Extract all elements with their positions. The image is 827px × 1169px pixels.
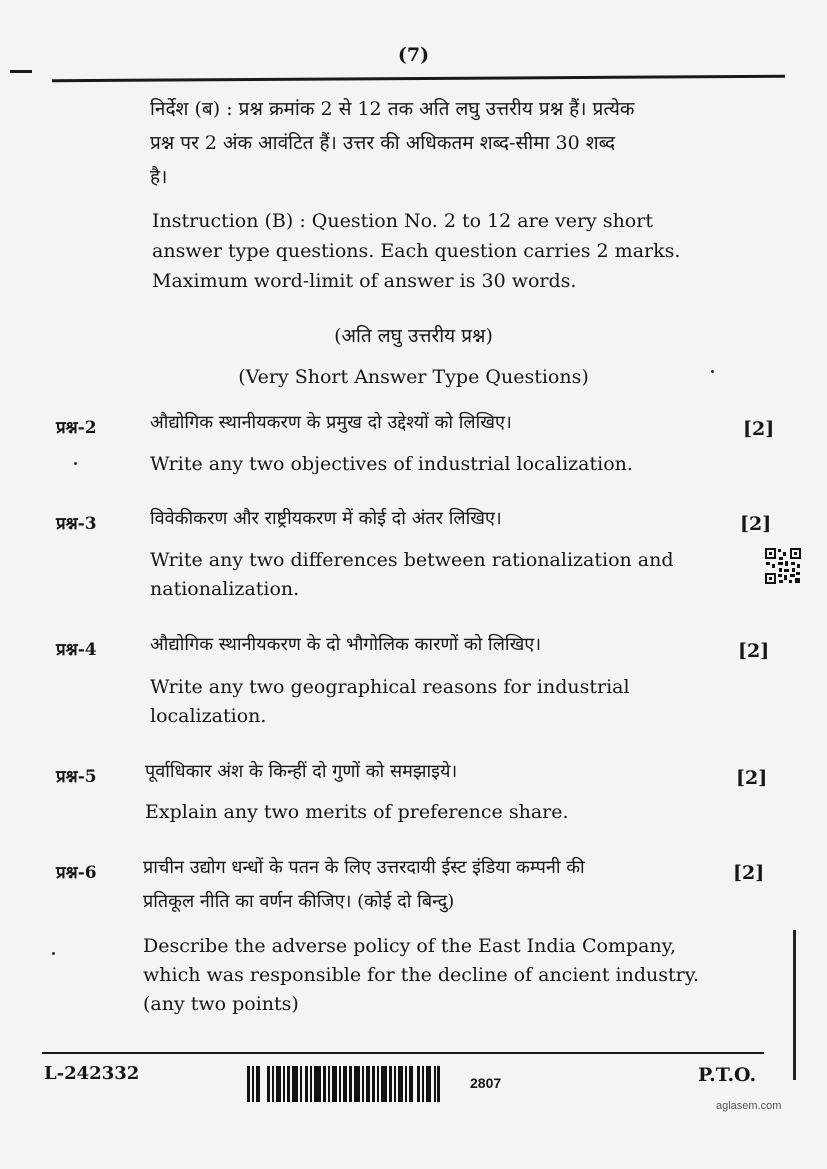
instruction-hindi <box>150 92 690 194</box>
question-hindi-line: औद्योगिक स्थानीयकरण के दो भौगोलिक कारणों को लिखिए। <box>150 634 542 655</box>
question-marks: [2] <box>743 418 775 440</box>
top-rule <box>52 75 785 82</box>
speck <box>52 952 55 955</box>
question-hindi <box>150 502 710 536</box>
question-label: प्रश्न-4 <box>56 640 97 660</box>
speck <box>74 462 77 465</box>
question-hindi <box>145 755 705 789</box>
question-english <box>150 673 710 731</box>
question-english-line: Write any two geographical reasons for industrial <box>150 676 630 698</box>
question-english <box>143 932 703 1019</box>
page-number: (7) <box>397 44 430 66</box>
question-english-line: nationalization. <box>150 578 300 600</box>
bottom-rule <box>42 1052 764 1054</box>
margin-dash <box>10 70 32 73</box>
qr-code-icon <box>764 547 802 585</box>
barcode-icon <box>247 1066 440 1102</box>
question-english-line: Explain any two merits of preference share. <box>145 801 569 823</box>
instruction-english-line: answer type questions. Each question carries 2 marks. <box>152 240 681 262</box>
question-hindi-line: पूर्वाधिकार अंश के किन्हीं दो गुणों को समझाइये। <box>145 761 458 782</box>
instruction-hindi-line: है। <box>150 166 168 188</box>
question-english-line: Write any two differences between rationalization and <box>150 549 674 571</box>
question-label: प्रश्न-3 <box>56 514 97 534</box>
question-english <box>145 798 705 827</box>
watermark: aglasem.com <box>716 1100 782 1112</box>
question-hindi <box>150 628 710 662</box>
question-english-line: (any two points) <box>143 993 299 1015</box>
question-english-line: Write any two objectives of industrial localization. <box>150 453 633 475</box>
question-english <box>150 450 710 479</box>
question-english <box>150 546 710 604</box>
section-title-english: (Very Short Answer Type Questions) <box>238 366 589 388</box>
question-hindi <box>150 406 710 440</box>
question-english-line: localization. <box>150 705 267 727</box>
question-hindi-line: प्रतिकूल नीति का वर्णन कीजिए। (कोई दो बिन्दु) <box>143 891 455 912</box>
question-hindi-line: औद्योगिक स्थानीयकरण के प्रमुख दो उद्देश्यों को लिखिए। <box>150 412 512 433</box>
instruction-english-line: Maximum word-limit of answer is 30 words. <box>152 270 577 292</box>
speck <box>711 370 714 373</box>
question-hindi <box>143 851 703 919</box>
question-hindi-line: विवेकीकरण और राष्ट्रीयकरण में कोई दो अंतर लिखिए। <box>150 508 502 529</box>
question-label: प्रश्न-6 <box>56 863 97 883</box>
question-label: प्रश्न-5 <box>56 767 97 787</box>
question-marks: [2] <box>740 513 772 535</box>
instruction-english <box>152 206 712 296</box>
question-marks: [2] <box>738 640 770 662</box>
paper-code: L-242332 <box>44 1063 140 1084</box>
question-marks: [2] <box>733 862 765 884</box>
question-english-line: Describe the adverse policy of the East India Company, <box>143 935 676 957</box>
question-english-line: which was responsible for the decline of ancient industry. <box>143 964 699 986</box>
question-hindi-line: प्राचीन उद्योग धन्धों के पतन के लिए उत्तरदायी ईस्ट इंडिया कम्पनी की <box>143 857 585 878</box>
pto-label: P.T.O. <box>698 1064 757 1086</box>
instruction-hindi-line: प्रश्न पर 2 अंक आवंटित हैं। उत्तर की अधिकतम शब्द-सीमा 30 शब्द <box>150 132 616 154</box>
question-marks: [2] <box>736 767 768 789</box>
margin-line <box>793 930 796 1080</box>
section-title-hindi: (अति लघु उत्तरीय प्रश्न) <box>334 325 493 347</box>
question-label: प्रश्न-2 <box>56 418 97 438</box>
instruction-english-line: Instruction (B) : Question No. 2 to 12 are very short <box>152 210 653 232</box>
barcode-number: 2807 <box>470 1075 502 1091</box>
instruction-hindi-line: निर्देश (ब) : प्रश्न क्रमांक 2 से 12 तक अति लघु उत्तरीय प्रश्न हैं। प्रत्येक <box>150 98 635 120</box>
